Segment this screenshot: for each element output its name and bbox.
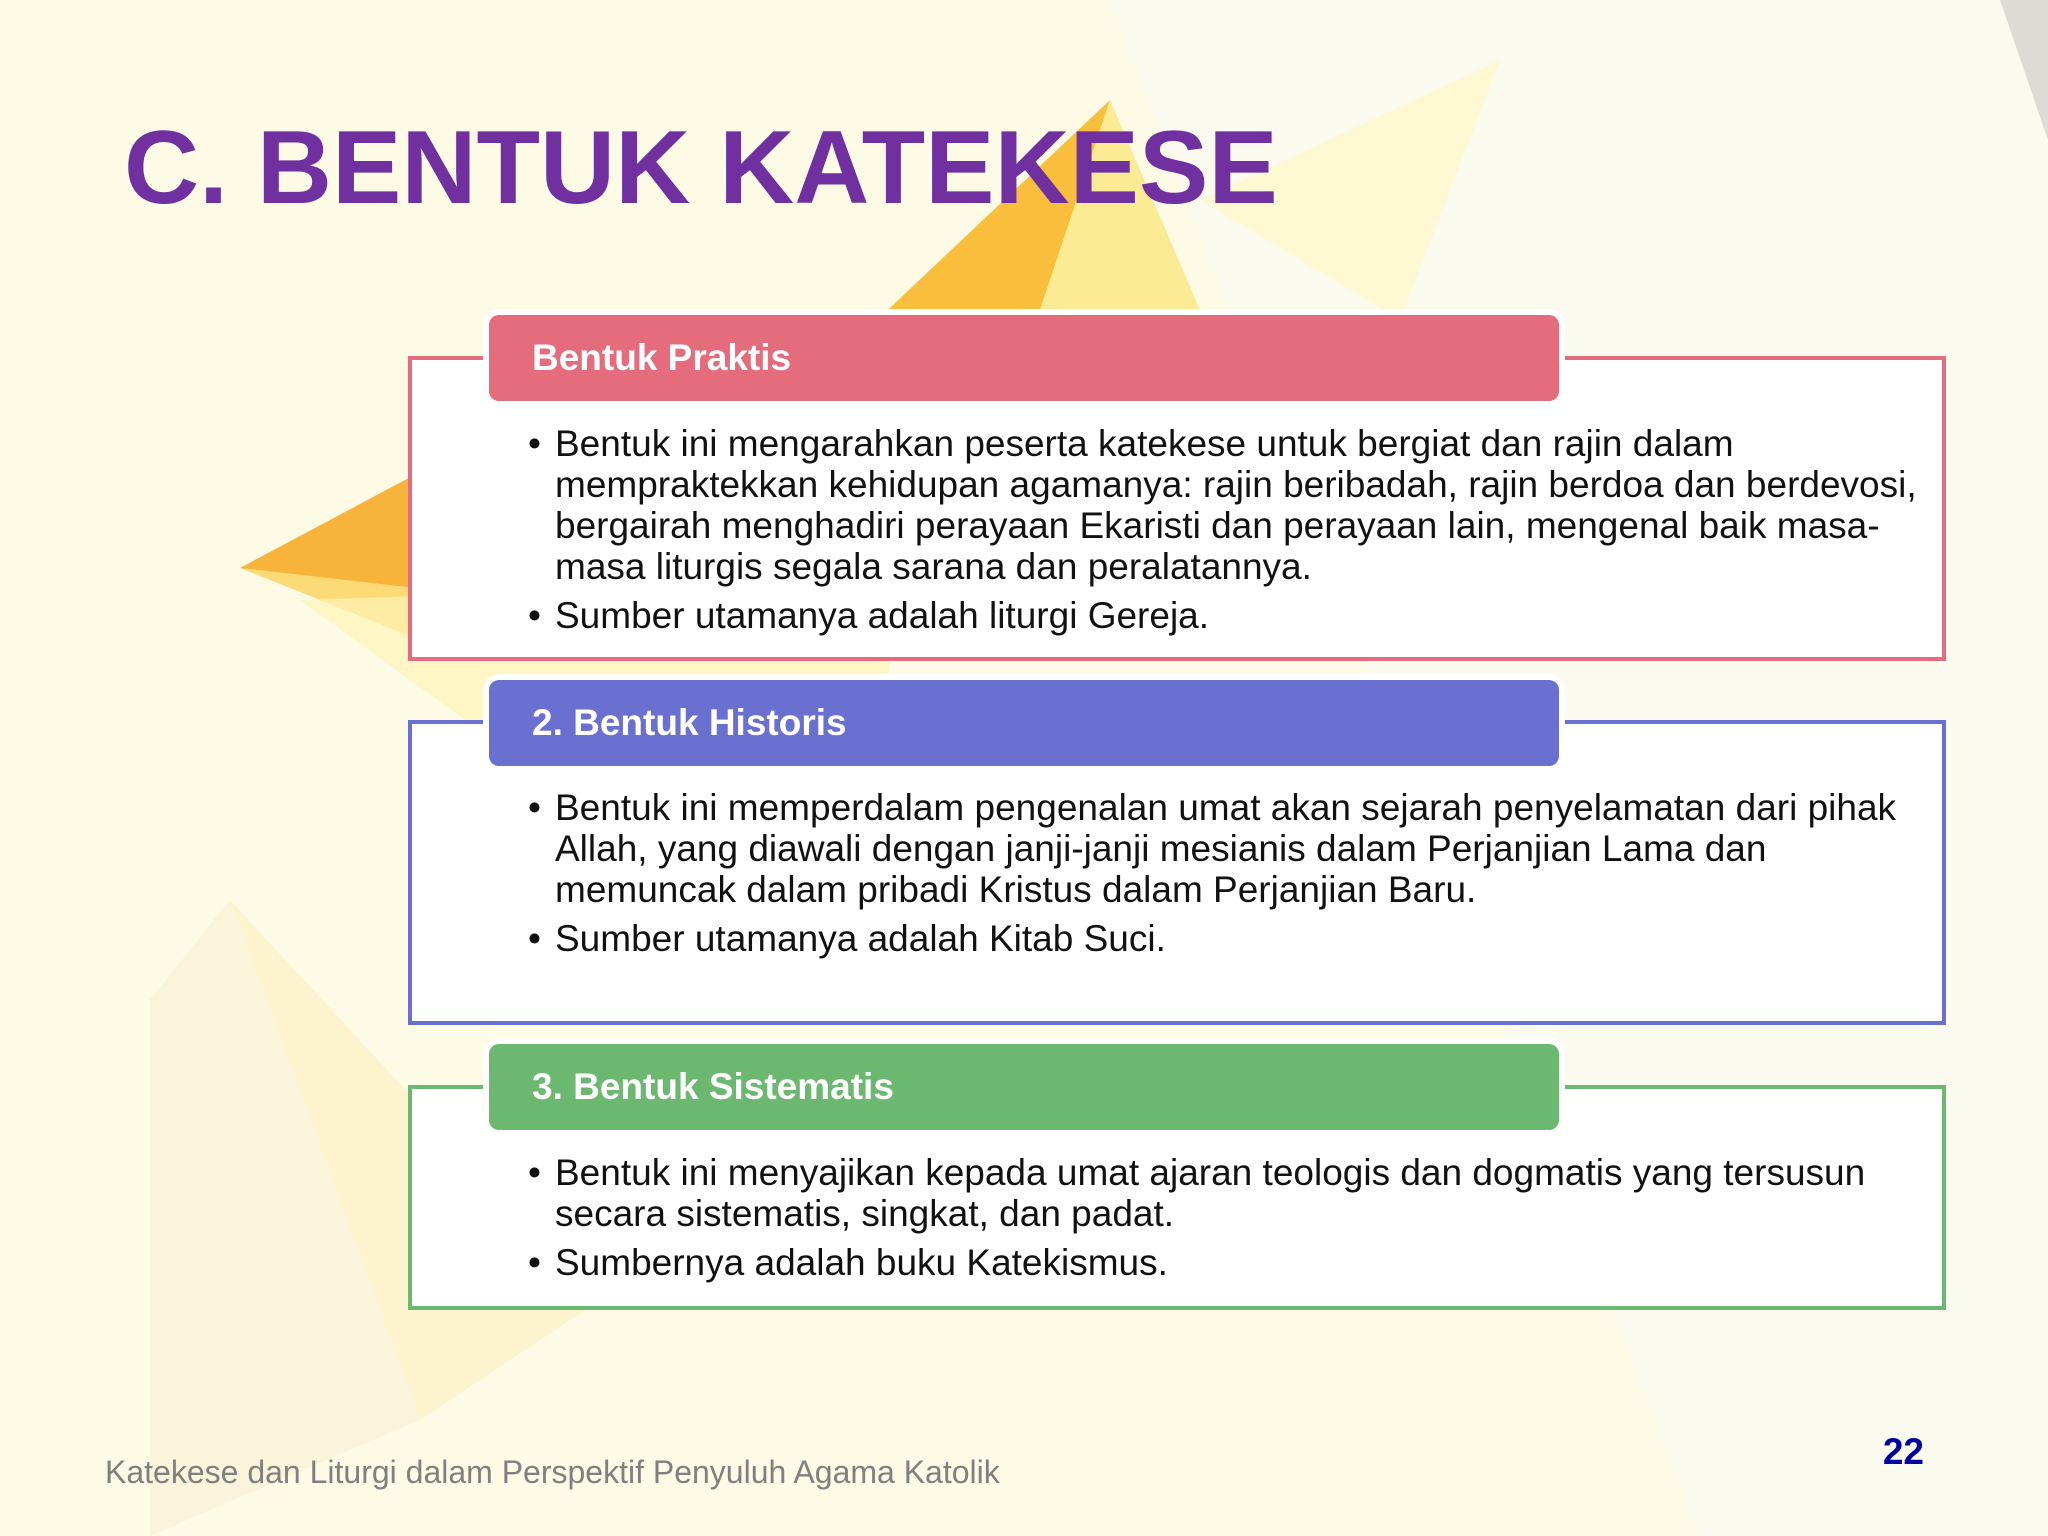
section-bullets-historis [528, 787, 1928, 967]
slide-title: C. BENTUK KATEKESE [124, 110, 1278, 226]
bullet-item: • Sumbernya adalah buku Katekismus. [528, 1242, 1928, 1283]
bullet-item: • Sumber utamanya adalah Kitab Suci. [528, 918, 1928, 959]
section-bullets-sistematis [528, 1152, 1928, 1291]
bullet-item: • Bentuk ini memperdalam pengenalan umat akan sejarah penyelamatan dari pihak Allah, yang diawali dengan janji-janji mesianis dalam Perjanjian Lama dan memuncak dalam pribadi Kristus dalam Perjanjian Baru. [528, 787, 1928, 910]
page-number: 22 [1882, 1431, 1924, 1472]
section-bullets-praktis [528, 423, 1928, 644]
section-heading-historis: 2. Bentuk Historis [489, 680, 1559, 766]
bullet-item: • Sumber utamanya adalah liturgi Gereja. [528, 595, 1928, 636]
bullet-item: • Bentuk ini mengarahkan peserta katekese untuk bergiat dan rajin dalam mempraktekkan kehidupan agamanya: rajin beribadah, rajin berdoa dan berdevosi, bergairah menghadiri perayaan Ekaristi dan perayaan lain, mengenal baik masa-masa liturgis segala sarana dan peralatannya. [528, 423, 1928, 587]
bullet-item: • Bentuk ini menyajikan kepada umat ajaran teologis dan dogmatis yang tersusun secara sistematis, singkat, dan padat. [528, 1152, 1928, 1234]
section-heading-praktis: Bentuk Praktis [489, 315, 1559, 401]
section-heading-sistematis: 3. Bentuk Sistematis [489, 1044, 1559, 1130]
slide-footer: Katekese dan Liturgi dalam Perspektif Penyuluh Agama Katolik [105, 1454, 1000, 1490]
